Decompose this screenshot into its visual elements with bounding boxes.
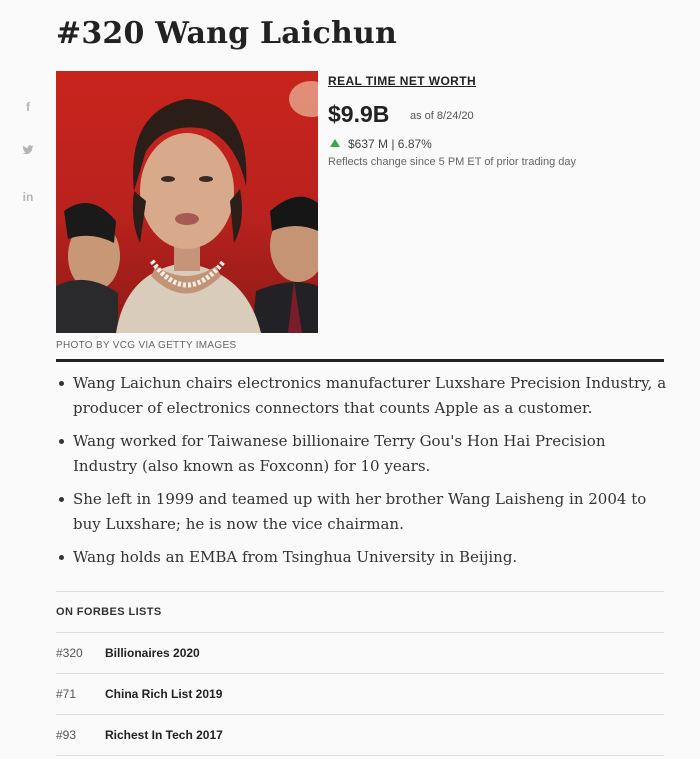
net-worth-change-value: $637 M | 6.87% <box>348 137 432 151</box>
net-worth-date: as of 8/24/20 <box>410 110 474 122</box>
list-name-link[interactable]: Richest In Tech 2017 <box>105 728 223 742</box>
bio-bullets <box>56 371 668 578</box>
forbes-list-row[interactable] <box>56 715 664 755</box>
list-item: Wang worked for Taiwanese billionaire Terry Gou's Hon Hai Precision Industry (also known as Foxconn) for 10 years. <box>56 429 668 479</box>
social-share-bar <box>19 98 37 233</box>
list-rank: #93 <box>56 728 77 742</box>
list-rank: #71 <box>56 687 77 701</box>
divider <box>56 591 664 592</box>
section-divider <box>56 359 664 362</box>
net-worth-note: Reflects change since 5 PM ET of prior trading day <box>328 156 577 168</box>
divider <box>56 755 664 756</box>
forbes-list-row[interactable] <box>56 674 664 714</box>
list-item: Wang Laichun chairs electronics manufacturer Luxshare Precision Industry, a producer of electronics connectors that counts Apple as a customer. <box>56 371 668 421</box>
up-arrow-icon <box>330 139 340 147</box>
list-item: She left in 1999 and teamed up with her brother Wang Laisheng in 2004 to buy Luxshare; he is now the vice chairman. <box>56 487 668 537</box>
list-name-link[interactable]: China Rich List 2019 <box>105 687 223 701</box>
net-worth-label[interactable]: REAL TIME NET WORTH <box>328 74 477 88</box>
forbes-lists-heading: ON FORBES LISTS <box>56 606 162 618</box>
linkedin-icon[interactable]: in <box>22 190 34 204</box>
facebook-icon[interactable]: f <box>26 100 30 114</box>
page-title: #320 Wang Laichun <box>56 16 397 51</box>
list-rank: #320 <box>56 646 83 660</box>
list-name-link[interactable]: Billionaires 2020 <box>105 646 200 660</box>
twitter-icon[interactable] <box>19 143 37 161</box>
net-worth-value: $9.9B <box>328 101 390 127</box>
forbes-list-row[interactable] <box>56 633 664 673</box>
net-worth-change <box>330 137 432 151</box>
list-item: Wang holds an EMBA from Tsinghua University in Beijing. <box>56 545 668 570</box>
photo-credit: PHOTO BY VCG VIA GETTY IMAGES <box>56 340 237 351</box>
profile-photo <box>56 71 318 333</box>
